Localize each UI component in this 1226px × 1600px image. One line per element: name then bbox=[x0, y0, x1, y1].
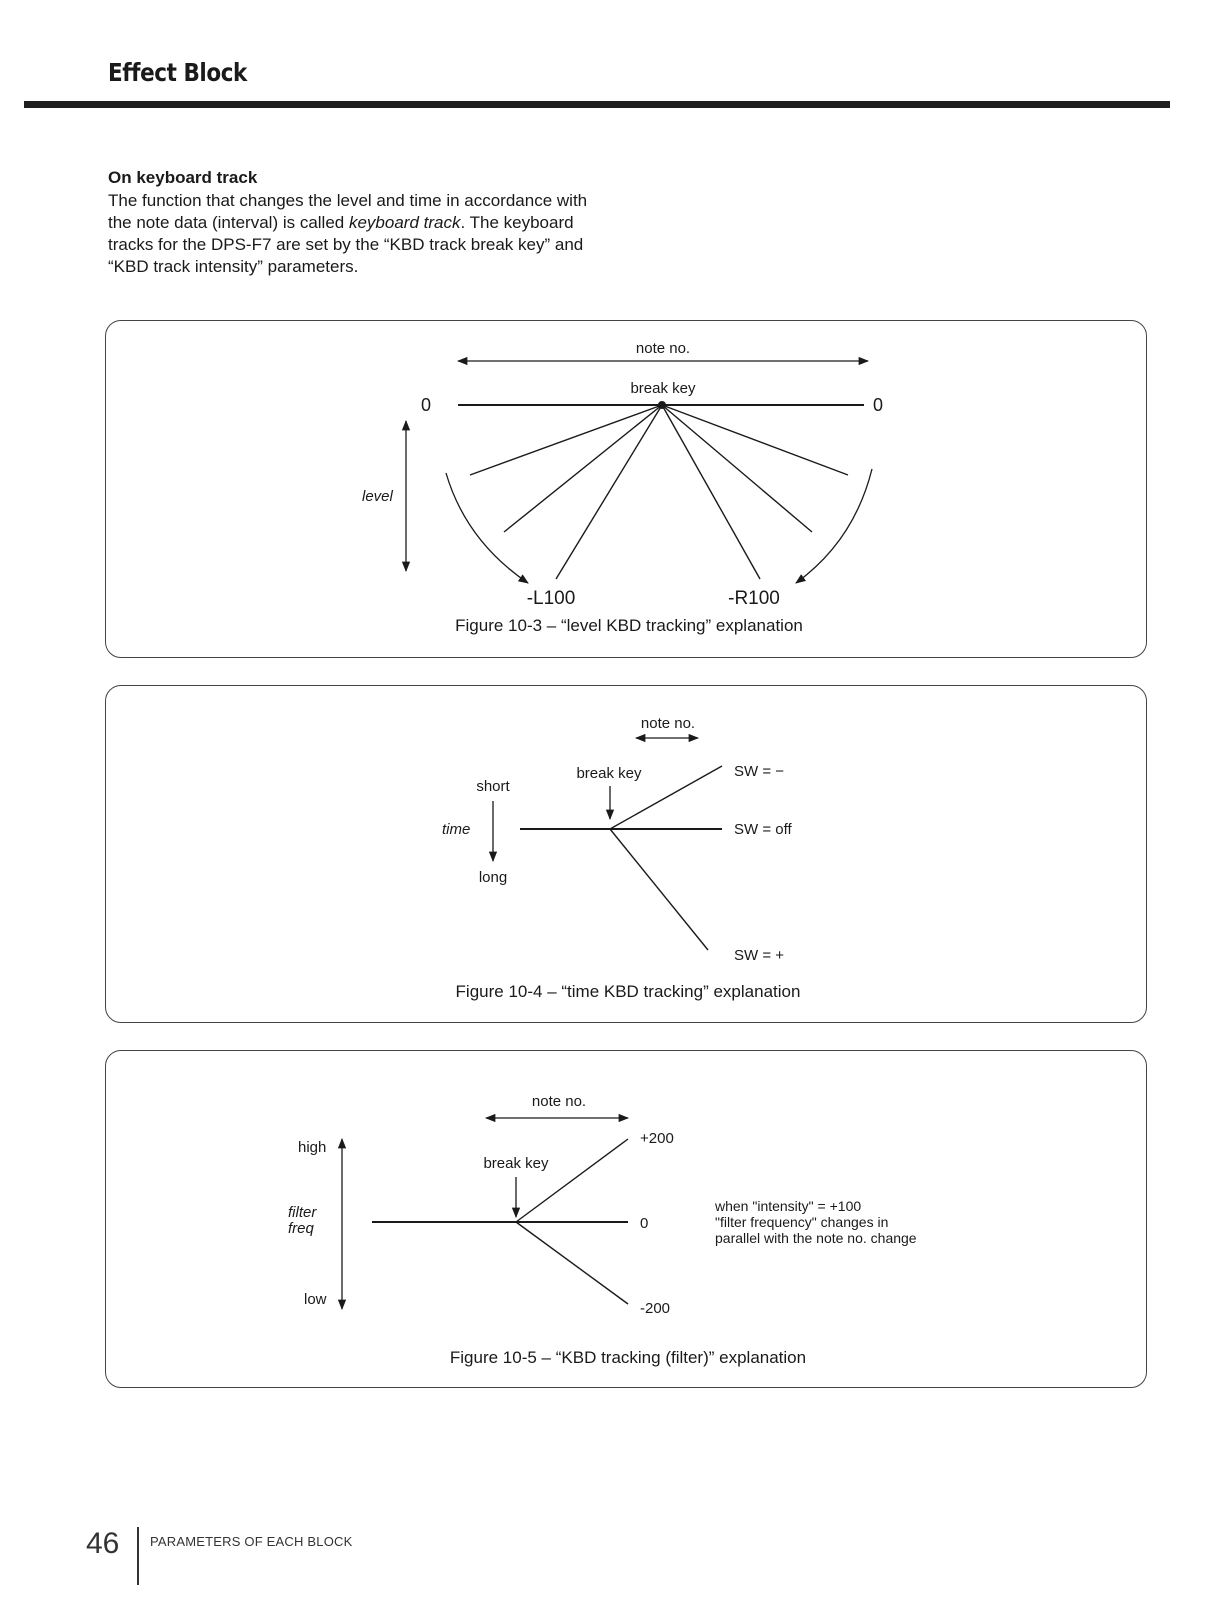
fig4-break-key-label: break key bbox=[576, 765, 642, 782]
page-number: 46 bbox=[86, 1527, 120, 1560]
section-heading: On keyboard track bbox=[108, 168, 258, 187]
fig4-sw-minus: SW = − bbox=[734, 763, 785, 780]
fig3-caption: Figure 10-3 – “level KBD tracking” explanation bbox=[455, 616, 803, 635]
figure-10-5-diagram bbox=[106, 1051, 1148, 1389]
figure-10-3-diagram bbox=[106, 321, 1148, 659]
fig5-note-line-1: when "intensity" = +100 bbox=[715, 1198, 862, 1214]
fig5-line-minus bbox=[516, 1222, 628, 1304]
footer-divider bbox=[137, 1527, 139, 1585]
fig4-caption: Figure 10-4 – “time KBD tracking” explanation bbox=[455, 982, 801, 1001]
fig5-low-label: low bbox=[304, 1291, 327, 1308]
footer-section-text: PARAMETERS OF EACH BLOCK bbox=[150, 1534, 353, 1549]
fig3-line-l3 bbox=[556, 405, 662, 579]
fig3-line-r1 bbox=[662, 405, 848, 475]
fig3-left-label: -L100 bbox=[526, 588, 576, 609]
fig4-short-label: short bbox=[476, 778, 510, 795]
fig5-high-label: high bbox=[298, 1139, 327, 1156]
header-rule bbox=[24, 101, 1170, 108]
fig4-sw-off: SW = off bbox=[734, 821, 792, 838]
fig3-break-key-label: break key bbox=[630, 380, 696, 397]
fig3-level-label: level bbox=[362, 488, 393, 505]
page-header-title: Effect Block bbox=[108, 58, 247, 87]
fig4-note-label: note no. bbox=[640, 715, 696, 732]
fig5-break-key-label: break key bbox=[483, 1155, 549, 1172]
fig5-note-line-3: parallel with the note no. change bbox=[715, 1230, 917, 1246]
fig3-note-label: note no. bbox=[635, 340, 691, 357]
figure-10-4-box bbox=[105, 685, 1147, 1023]
fig5-filter-label: filter bbox=[288, 1204, 317, 1221]
fig5-note-line-2: "filter frequency" changes in bbox=[715, 1214, 889, 1230]
intro-paragraph bbox=[108, 190, 598, 278]
fig3-right-label: -R100 bbox=[728, 588, 780, 609]
intro-text-2: . The keyboard tracks for the DPS-F7 are set by the “KBD track break key” and “KBD track intensity” parameters. bbox=[108, 213, 584, 276]
fig5-minus200: -200 bbox=[640, 1300, 671, 1317]
fig4-sw-plus: SW = + bbox=[734, 947, 785, 964]
fig3-curve-right bbox=[796, 469, 872, 583]
fig3-zero-left: 0 bbox=[420, 395, 432, 415]
fig5-freq-label: freq bbox=[288, 1220, 314, 1237]
fig5-caption: Figure 10-5 – “KBD tracking (filter)” explanation bbox=[449, 1348, 807, 1367]
fig5-line-plus bbox=[516, 1139, 628, 1222]
fig4-long-label: long bbox=[478, 869, 508, 886]
fig4-line-plus bbox=[610, 829, 708, 950]
intro-emphasis: keyboard track bbox=[348, 213, 461, 232]
intro-text-1: The function that changes the level and time in accordance with the note data (interval) is called bbox=[108, 191, 588, 232]
fig5-zero: 0 bbox=[640, 1215, 649, 1232]
figure-10-5-box bbox=[105, 1050, 1147, 1388]
figure-10-3-box bbox=[105, 320, 1147, 658]
fig3-zero-right: 0 bbox=[872, 395, 884, 415]
fig4-time-label: time bbox=[442, 821, 471, 838]
figure-10-4-diagram bbox=[106, 686, 1148, 1024]
fig5-plus200: +200 bbox=[640, 1130, 674, 1147]
fig3-line-r3 bbox=[662, 405, 760, 579]
fig3-line-r2 bbox=[662, 405, 812, 532]
fig3-curve-left bbox=[446, 473, 528, 583]
fig5-note-label: note no. bbox=[531, 1093, 587, 1110]
fig3-line-l2 bbox=[504, 405, 662, 532]
fig3-line-l1 bbox=[470, 405, 662, 475]
